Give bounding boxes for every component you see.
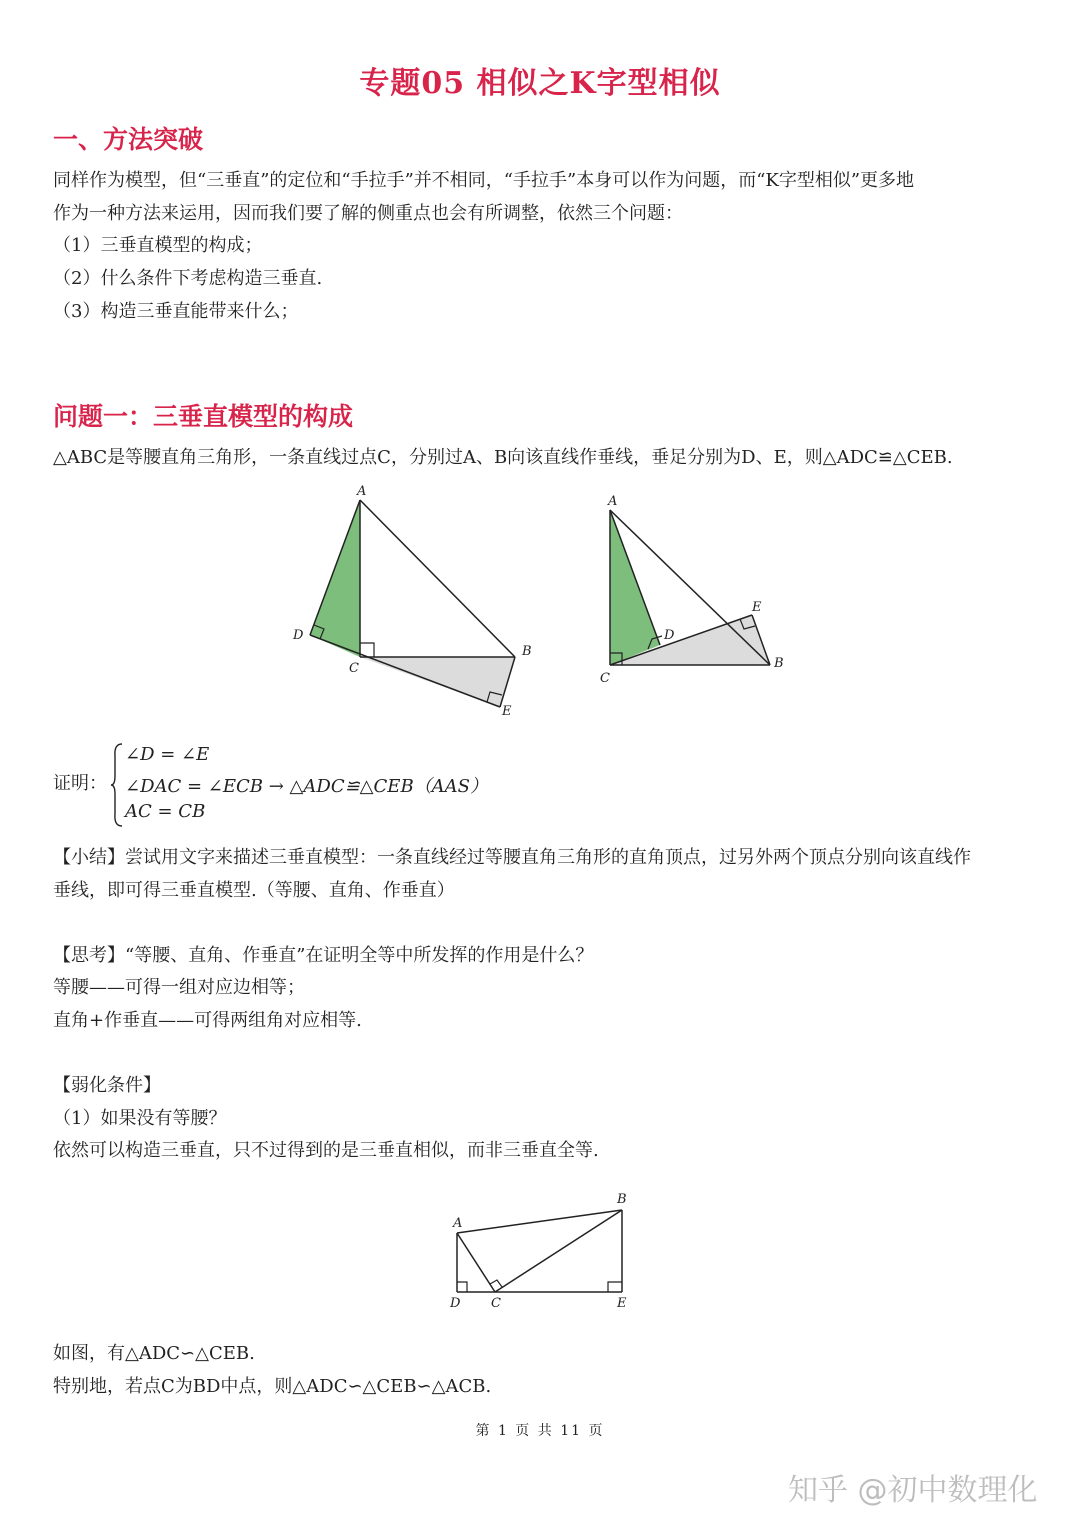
question-item: （1）三垂直模型的构成； [53,235,263,256]
label-e: E [502,704,512,719]
label-c: C [491,1296,501,1311]
label-c: C [349,661,359,676]
problem-statement: △ABC是等腰直角三角形，一条直线过点C，分别过A、B向该直线作垂线，垂足分别为D、E，则△ADC≌△CEB. [53,447,953,468]
label-d: D [664,628,675,643]
think-line: 直角+作垂直——可得两组角对应相等. [53,1010,362,1031]
paragraph-line: 作为一种方法来运用，因而我们要了解的侧重点也会有所调整，依然三个问题： [53,203,683,224]
page-footer: 第 1 页 共 11 页 [475,1423,605,1439]
label-e: E [617,1296,627,1311]
weaken-line: 依然可以构造三垂直，只不过得到的是三垂直相似，而非三垂直全等. [53,1140,599,1161]
figure-k-model-2 [590,490,800,690]
summary-line: 【小结】尝试用文字来描述三垂直模型：一条直线经过等腰直角三角形的直角顶点，过另外两个顶点分别向该直线作 [53,847,971,868]
problem-heading: 问题一：三垂直模型的构成 [53,402,354,431]
label-b: B [617,1192,627,1207]
gray-triangle-ceb [360,657,515,707]
proof-line: AC = CB [125,801,206,822]
proof-label: 证明： [53,773,107,794]
paragraph-line: 同样作为模型，但“三垂直”的定位和“手拉手”并不相同，“手拉手”本身可以作为问题，而“K字型相似”更多地 [53,170,915,191]
weaken-heading: 【弱化条件】 [53,1075,161,1096]
label-d: D [293,628,304,643]
think-line: 等腰——可得一组对应边相等； [53,977,305,998]
green-triangle-adc [310,500,360,657]
label-a: A [357,484,367,499]
label-d: D [450,1296,461,1311]
section-heading-method: 一、方法突破 [53,125,204,154]
label-b: B [774,656,784,671]
label-a: A [453,1216,463,1231]
figure-k-similar [440,1185,640,1315]
question-item: （3）构造三垂直能带来什么； [53,301,299,322]
figure-k-model-1 [285,475,545,725]
summary-line: 垂线，即可得三垂直模型.（等腰、直角、作垂直） [53,880,455,901]
proof-line: ∠DAC = ∠ECB → △ADC≌△CEB（AAS） [125,776,488,797]
label-b: B [522,644,532,659]
proof-line: ∠D = ∠E [125,744,210,765]
question-item: （2）什么条件下考虑构造三垂直. [53,268,323,289]
conclusion-line: 特别地，若点C为BD中点，则△ADC∽△CEB∽△ACB. [53,1376,492,1397]
weaken-question: （1）如果没有等腰？ [53,1108,227,1129]
label-e: E [752,600,762,615]
left-brace [110,742,124,828]
label-c: C [600,671,610,686]
page-title: 专题05 相似之K字型相似 [359,66,721,101]
label-a: A [608,494,618,509]
watermark: 知乎 @初中数理化 [788,1473,1038,1508]
think-line: 【思考】“等腰、直角、作垂直”在证明全等中所发挥的作用是什么？ [53,945,594,966]
conclusion-line: 如图，有△ADC∽△CEB. [53,1343,255,1364]
